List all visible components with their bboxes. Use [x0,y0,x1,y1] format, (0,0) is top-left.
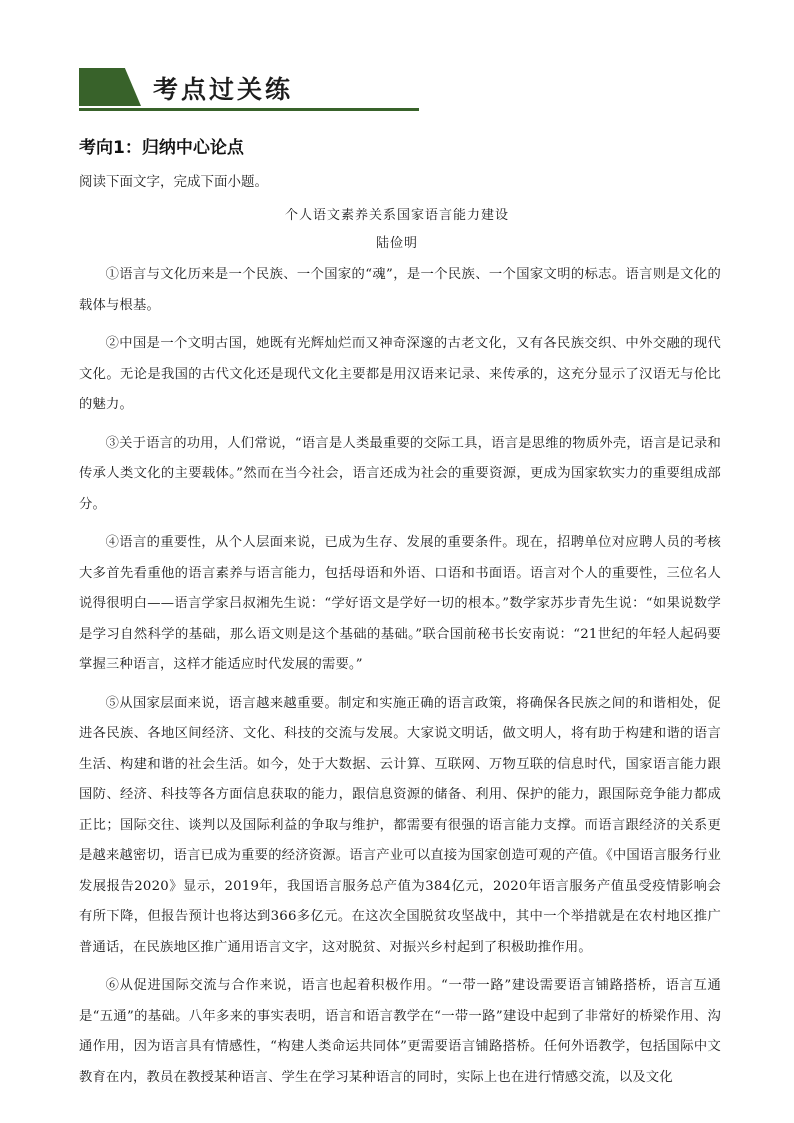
banner-decoration [79,68,141,106]
section-banner [79,68,419,112]
paragraph-2: ②中国是一个文明古国，她既有光辉灿烂而又神奇深邃的古老文化，又有各民族交织、中外交融的现代文化。无论是我国的古代文化还是现代文化主要都是用汉语来记录、来传承的，这充分显示了汉语无与伦比的魅力。 [79,336,721,412]
article-author: 陆俭明 [375,236,418,251]
paragraph-4: ④语言的重要性，从个人层面来说，已成为生存、发展的重要条件。现在，招聘单位对应聘人员的考核大多首先看重他的语言素养与语言能力，包括母语和外语、口语和书面语。语言对个人的重要性，三位名人说得很明白——语言学家吕叔湘先生说：“学好语文是学好一切的根本。”数学家苏步青先生说：“如果说数学是学习自然科学的基础，那么语文则是这个基础的基础。”联合国前秘书长安南说：“21世纪的年轻人起码要掌握三种语言，这样才能适应时代发展的需要。” [79,535,721,672]
instruction-text: 阅读下面文字，完成下面小题。 [79,174,268,190]
paragraph-6: ⑥从促进国际交流与合作来说，语言也起着积极作用。“一带一路”建设需要语言铺路搭桥，语言互通是“五通”的基础。八年多来的事实表明，语言和语言教学在“一带一路”建设中起到了非常好的桥梁作用、沟通作用，因为语言具有情感性，“构建人类命运共同体”更需要语言铺路搭桥。任何外语教学，包括国际中文教育在内，教员在教授某种语言、学生在学习某种语言的同时，实际上也在进行情感交流，以及文化 [79,978,721,1085]
article-title: 个人语文素养关系国家语言能力建设 [284,208,509,223]
banner-title: 考点过关练 [153,75,294,104]
article-body [79,260,721,1101]
banner-underline [79,108,419,111]
paragraph-5: ⑤从国家层面来说，语言越来越重要。制定和实施正确的语言政策，将确保各民族之间的和谐相处，促进各民族、各地区间经济、文化、科技的交流与发展。大家说文明话，做文明人，将有助于构建和谐的语言生活、构建和谐的社会生活。如今，处于大数据、云计算、互联网、万物互联的信息时代，国家语言能力跟国防、经济、科技等各方面信息获取的能力，跟信息资源的储备、利用、保护的能力，跟国际竞争能力都成正比；国际交往、谈判以及国际利益的争取与维护，都需要有很强的语言能力支撑。而语言跟经济的关系更是越来越密切，语言已成为重要的经济资源。语言产业可以直接为国家创造可观的产值。《中国语言服务行业发展报告2020》显示，2019年，我国语言服务总产值为384亿元，2020年语言服务产值虽受疫情影响会有所下降，但报告预计也将达到366多亿元。在这次全国脱贫攻坚战中，其中一个举措就是在农村地区推广普通话，在民族地区推广通用语言文字，这对脱贫、对振兴乡村起到了积极助推作用。 [79,695,721,955]
paragraph-1: ①语言与文化历来是一个民族、一个国家的“魂”，是一个民族、一个国家文明的标志。语言则是文化的载体与根基。 [79,267,721,313]
paragraph-3: ③关于语言的功用，人们常说，“语言是人类最重要的交际工具，语言是思维的物质外壳，语言是记录和传承人类文化的主要载体。”然而在当今社会，语言还成为社会的重要资源，更成为国家软实力的重要组成部分。 [79,435,721,512]
section-heading: 考向1：归纳中心论点 [79,138,244,158]
